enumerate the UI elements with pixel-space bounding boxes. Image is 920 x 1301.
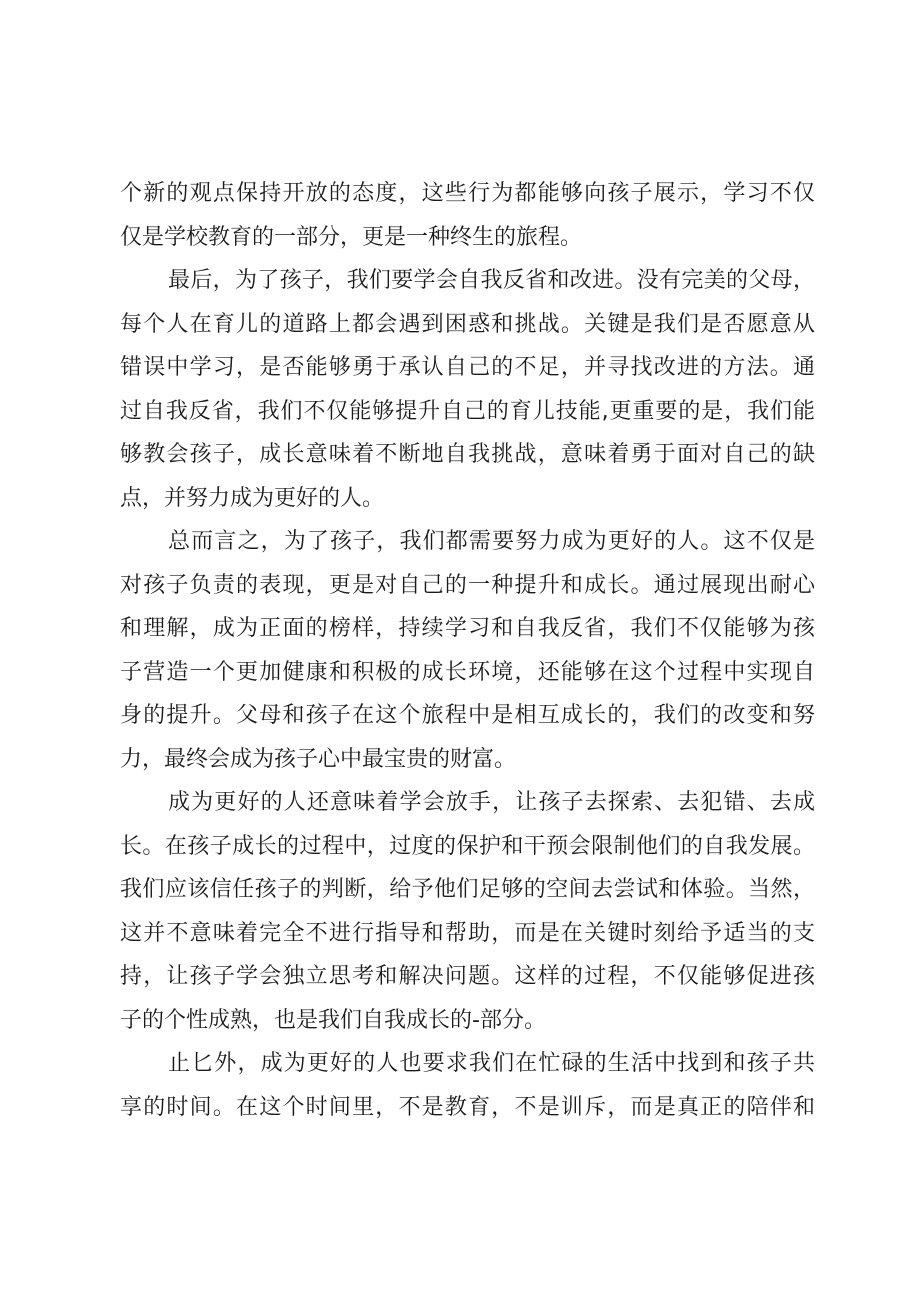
text-line: 过自我反省，我们不仅能够提升自己的育儿技能,更重要的是，我们能 bbox=[120, 398, 815, 424]
text-line: 每个人在育儿的道路上都会遇到困惑和挑战。关键是我们是否愿意从 bbox=[120, 311, 815, 337]
text-line: 和理解，成为正面的榜样，持续学习和自我反省，我们不仅能够为孩 bbox=[120, 616, 815, 641]
text-line: 长。在孩子成长的过程中，过度的保护和干预会限制他们的自我发展。 bbox=[120, 833, 815, 859]
text-line: 子营造一个更加健康和积极的成长环境，还能够在这个过程中实现自 bbox=[120, 659, 815, 685]
text-line: 持，让孩子学会独立思考和解决问题。这样的过程，不仅能够促进孩 bbox=[120, 964, 815, 989]
text-line: 点，并努力成为更好的人。 bbox=[120, 485, 385, 511]
text-line: 享的时间。在这个时间里，不是教育，不是训斥，而是真正的陪伴和 bbox=[120, 1094, 815, 1120]
text-line: 子的个性成熟，也是我们自我成长的-部分。 bbox=[120, 1007, 546, 1033]
text-line: 对孩子负责的表现，更是对自己的一种提升和成长。通过展现出耐心 bbox=[120, 572, 815, 598]
text-line: 止匕外，成为更好的人也要求我们在忙碌的生活中找到和孩子共 bbox=[168, 1051, 815, 1076]
text-line: 身的提升。父母和孩子在这个旅程中是相互成长的，我们的改变和努 bbox=[120, 703, 815, 728]
text-line: 仅是学校教育的一部分，更是一种终生的旅程。 bbox=[120, 224, 583, 250]
document-body bbox=[120, 172, 815, 1129]
text-line: 最后，为了孩子，我们要学会自我反省和改进。没有完美的父母， bbox=[168, 268, 815, 293]
text-line: 力，最终会成为孩子心中最宝贵的财富。 bbox=[120, 746, 517, 772]
text-line: 总而言之，为了孩子，我们都需要努力成为更好的人。这不仅是 bbox=[168, 529, 815, 554]
text-line: 个新的观点保持开放的态度，这些行为都能够向孩子展示，学习不仅 bbox=[120, 181, 815, 206]
text-line: 我们应该信任孩子的判断，给予他们足够的空间去尝试和体验。当然， bbox=[120, 877, 815, 902]
text-line: 错误中学习，是否能够勇于承认自己的不足，并寻找改进的方法。通 bbox=[120, 355, 815, 380]
text-line: 够教会孩子，成长意味着不断地自我挑战，意味着勇于面对自己的缺 bbox=[120, 442, 815, 467]
text-line: 成为更好的人还意味着学会放手，让孩子去探索、去犯错、去成 bbox=[168, 790, 815, 815]
text-line: 这并不意味着完全不进行指导和帮助，而是在关键时刻给予适当的支 bbox=[120, 920, 815, 946]
